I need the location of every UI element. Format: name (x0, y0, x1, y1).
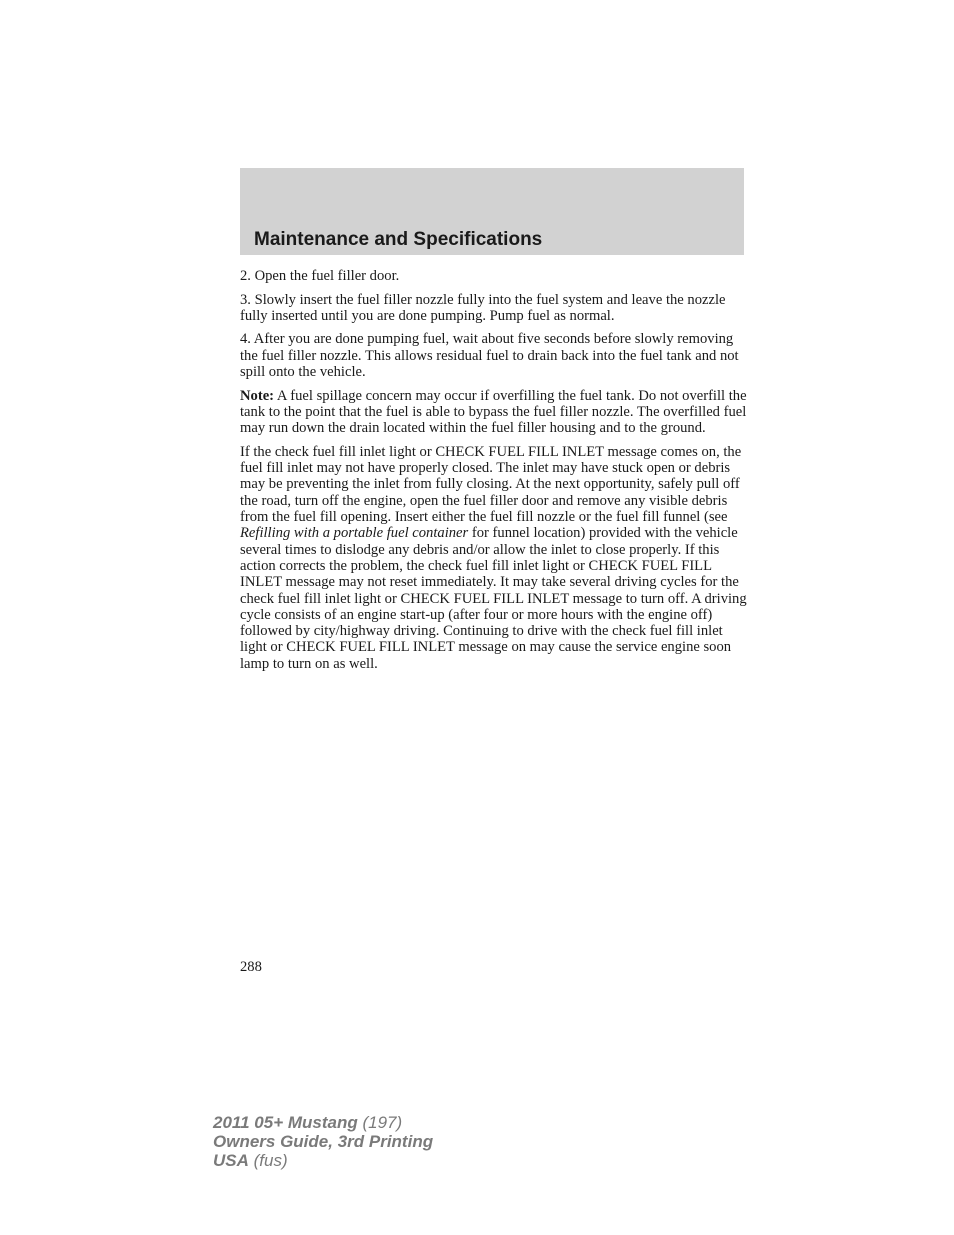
footer-guide: Owners Guide, 3rd Printing (213, 1132, 434, 1151)
step-2: 2. Open the fuel filler door. (240, 268, 400, 284)
note-label: Note: (240, 387, 275, 404)
step-3: 3. Slowly insert the fuel filler nozzle fully into the fuel system and leave the nozzle fully inserted until you are done pumping. Pump fuel as normal. (240, 291, 726, 324)
footer-line-1 (213, 1113, 433, 1132)
note-text: A fuel spillage concern may occur if overfilling the fuel tank. Do not overfill the tank to the point that the fuel is able to bypass the fuel filler nozzle. The overfilled fuel may run down the drain located within the fuel filler housing and to the ground. (240, 387, 747, 437)
section-header-band (240, 168, 744, 255)
check-fuel-inlet-paragraph (240, 444, 750, 672)
footer-model-code: (197) (357, 1113, 403, 1132)
note-paragraph (240, 388, 750, 437)
document-footer (213, 1113, 433, 1170)
footer-market-code: (fus) (248, 1151, 288, 1170)
page-number: 288 (240, 959, 262, 975)
paragraph-text-part2: for funnel location) provided with the vehicle several times to dislodge any debris and/or allow the inlet to close properly. If this action corrects the problem, the check fuel fill inlet light or CHECK FUEL FILL INLET message may not reset immediately. It may take several driving cycles for the check fuel fill inlet light or CHECK FUEL FILL INLET message to turn off. A driving cycle consists of an engine start-up (after four or more hours with the engine off) followed by city/highway driving. Continuing to drive with the check fuel fill inlet light or CHECK FUEL FILL INLET message on may cause the service engine soon lamp to turn on as well. (240, 525, 747, 672)
footer-model: 2011 05+ Mustang (213, 1113, 358, 1132)
footer-line-3 (213, 1151, 433, 1170)
body-content (240, 268, 750, 679)
step-4: 4. After you are done pumping fuel, wait about five seconds before slowly removing the fuel filler nozzle. This allows residual fuel to drain back into the fuel tank and not spill onto the vehicle. (240, 331, 739, 381)
footer-market: USA (213, 1151, 249, 1170)
section-title: Maintenance and Specifications (254, 229, 543, 250)
cross-reference: Refilling with a portable fuel container (240, 525, 469, 542)
paragraph-text-part1: If the check fuel fill inlet light or CHECK FUEL FILL INLET message comes on, the fuel fill inlet may not have properly closed. The inlet may have stuck open or debris may be preventing the inlet from fully closing. At the next opportunity, safely pull off the road, turn off the engine, open the fuel filler door and remove any visible debris from the fuel fill opening. Insert either the fuel fill nozzle or the fuel fill funnel (see (240, 443, 742, 526)
footer-line-2 (213, 1132, 433, 1151)
